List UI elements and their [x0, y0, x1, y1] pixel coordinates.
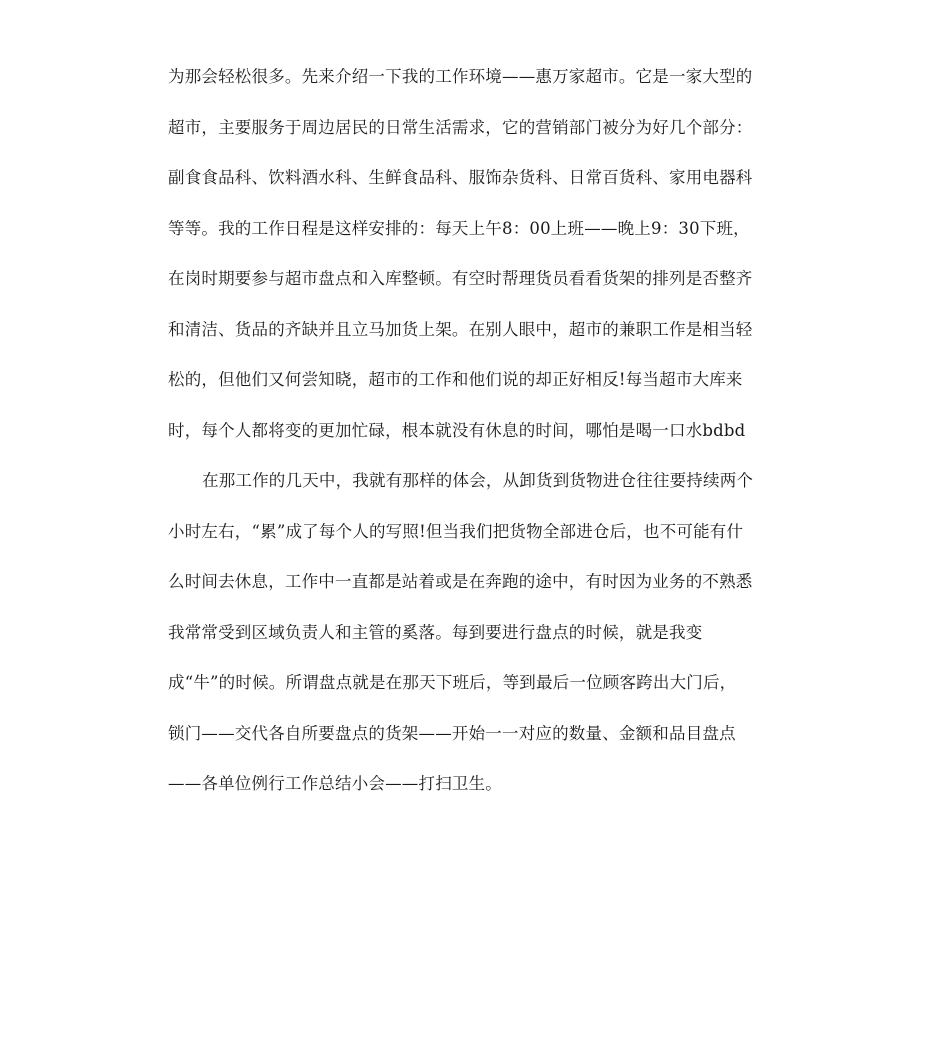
- text-line: 松的，但他们又何尝知晓，超市的工作和他们说的却正好相反!每当超市大库来: [168, 370, 743, 389]
- text-line: 为那会轻松很多。先来介绍一下我的工作环境——惠万家超市。它是一家大型的: [168, 67, 753, 86]
- body-text: [168, 62, 788, 820]
- text-line: 小时左右，“累”成了每个人的写照!但当我们把货物全部进仓后，也不可能有什: [168, 521, 744, 541]
- text-line: 时，每个人都将变的更加忙碌，根本就没有休息的时间，哪怕是喝一口水bdbd: [168, 420, 746, 440]
- text-line: 我常常受到区域负责人和主管的奚落。每到要进行盘点的时候，就是我变: [168, 622, 703, 642]
- paragraph-start-line: 在那工作的几天中，我就有那样的体会，从卸货到货物进仓往往要持续两个: [202, 471, 754, 490]
- text-line: 副食食品科、饮料酒水科、生鲜食品科、服饰杂货科、日常百货科、家用电器科: [168, 168, 753, 187]
- text-line: 成“牛”的时候。所谓盘点就是在那天下班后，等到最后一位顾客跨出大门后，: [168, 673, 737, 692]
- text-line: 等等。我的工作日程是这样安排的：每天上午8：00上班——晚上9：30下班，: [168, 218, 750, 238]
- text-line: 和清洁、货品的齐缺并且立马加货上架。在别人眼中，超市的兼职工作是相当轻: [168, 319, 753, 339]
- text-line: 超市，主要服务于周边居民的日常生活需求，它的营销部门被分为好几个部分：: [168, 117, 753, 137]
- text-line: 锁门——交代各自所要盘点的货架——开始一一对应的数量、金额和品目盘点: [168, 723, 736, 743]
- text-line: 么时间去休息，工作中一直都是站着或是在奔跑的途中，有时因为业务的不熟悉: [168, 572, 753, 591]
- text-line: ——各单位例行工作总结小会——打扫卫生。: [168, 774, 502, 793]
- text-line: 在岗时期要参与超市盘点和入库整顿。有空时帮理货员看看货架的排列是否整齐: [168, 269, 753, 288]
